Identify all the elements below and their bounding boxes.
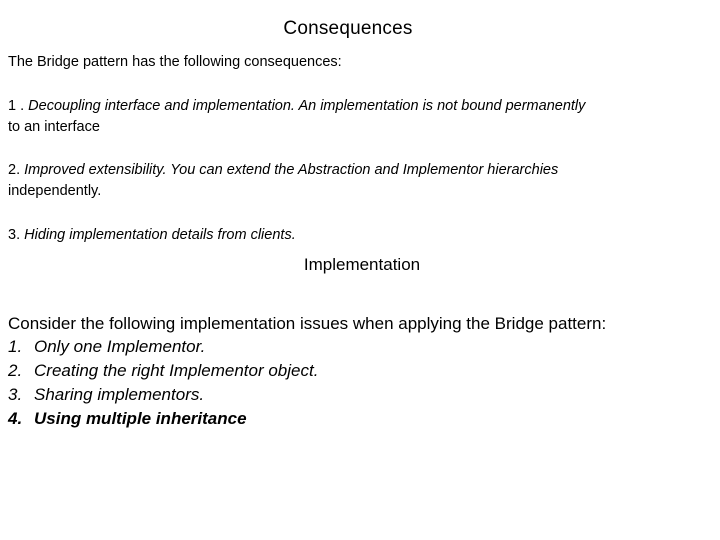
list-item [8,359,318,383]
list-item [8,335,318,359]
implementation-issues-list [8,335,318,431]
issue-number: 2. [8,361,23,380]
issue-number: 1. [8,337,23,356]
consequence-item-2 [8,160,708,202]
consequence-number: 2. [8,162,21,178]
consequence-number: 3. [8,227,21,243]
consequences-heading: Consequences [283,18,413,39]
consequence-text: Hiding implementation details from clients. [24,227,296,243]
consequence-continuation: independently. [8,183,102,199]
consequence-text: Improved extensibility. You can extend the Abstraction and Implementor hierarchies [24,162,559,178]
issue-text: Creating the right Implementor object. [34,361,319,380]
consequence-number: 1 . [8,98,25,114]
consequence-text: Decoupling interface and implementation. An implementation is not bound permanently [28,98,586,114]
implementation-intro: Consider the following implementation issues when applying the Bridge pattern: [8,314,607,333]
list-item [8,407,318,431]
issue-text: Using multiple inheritance [34,409,247,428]
consequence-continuation: to an interface [8,119,100,135]
issue-number: 3. [8,385,23,404]
issue-text: Sharing implementors. [34,385,205,404]
implementation-heading: Implementation [303,255,421,274]
list-item [8,383,318,407]
consequence-item-3 [8,225,708,246]
consequences-intro: The Bridge pattern has the following consequences: [8,54,342,70]
issue-number: 4. [8,409,23,428]
issue-text: Only one Implementor. [34,337,206,356]
consequence-item-1 [8,96,708,138]
